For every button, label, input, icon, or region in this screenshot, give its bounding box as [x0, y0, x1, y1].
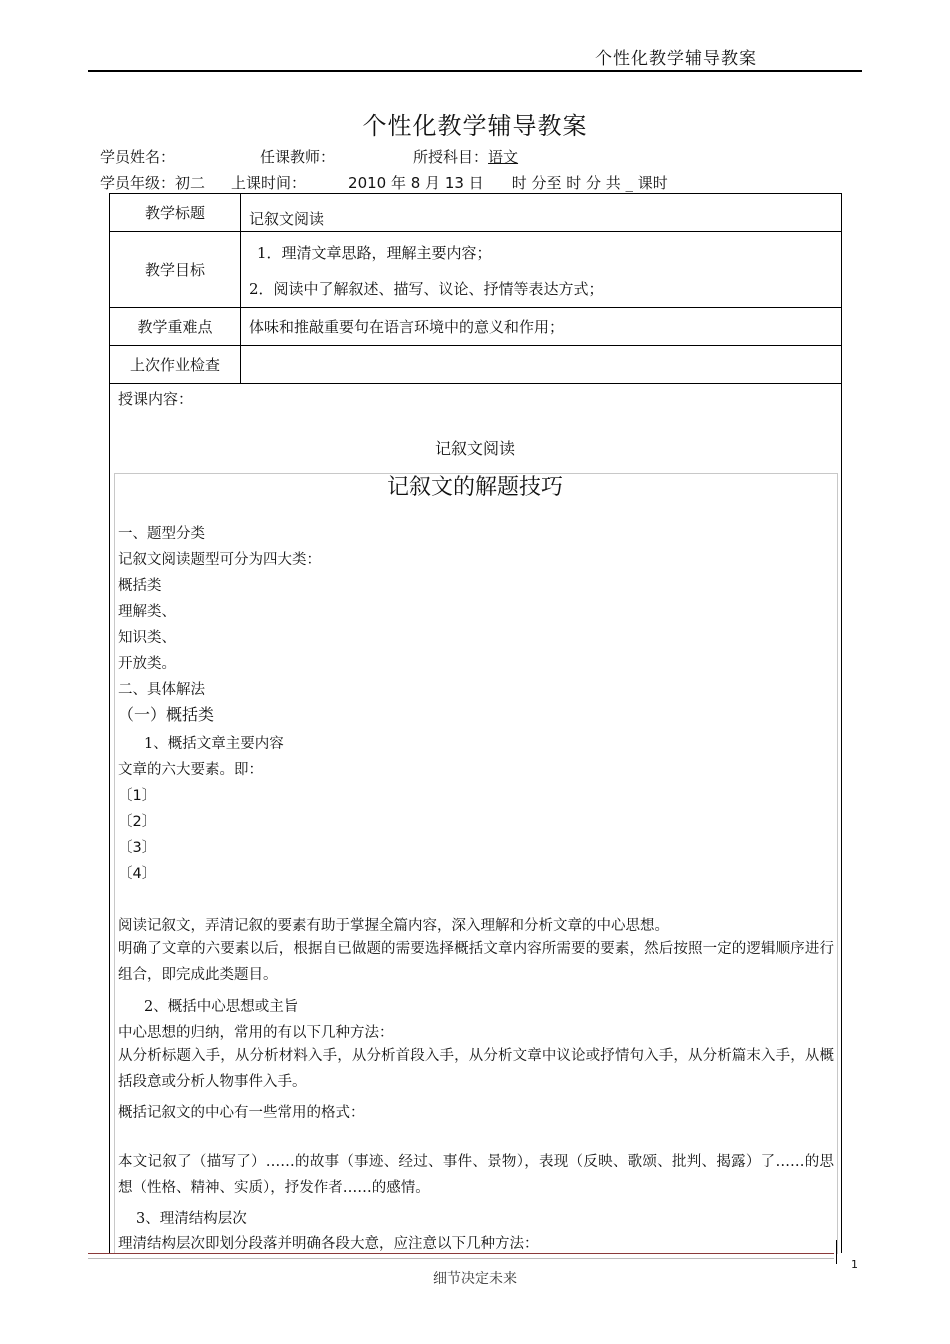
table-row [110, 308, 842, 346]
goal-line: 2．阅读中了解叙述、描写、议论、抒情等表达方式； [249, 279, 604, 298]
table-row [110, 346, 842, 384]
paragraph: 明确了文章的六要素以后，根据自已做题的需要选择概括文章内容所需要的要素，然后按照一定的逻辑顺序进行组合，即完成此类题目。 [118, 941, 834, 983]
row-label: 教学标题 [110, 194, 241, 232]
table-row [110, 194, 842, 232]
footer-rule [88, 1253, 834, 1254]
date-text: 2010 年 8 月 13 日 [348, 174, 484, 192]
student-name-label: 学员姓名： [100, 148, 176, 166]
table-row [110, 232, 842, 308]
list-item: 〔1〕 [118, 788, 157, 804]
info-row-2 [100, 172, 668, 193]
item-heading: 3、理清结构层次 [136, 1211, 247, 1227]
text-line: 记叙文阅读题型可分为四大类： [118, 552, 321, 568]
time-fields: 时 分至 时 分 共 _ 课时 [511, 174, 668, 192]
text-line: 概括类 [118, 578, 162, 594]
document-title: 个性化教学辅导教案 [362, 112, 588, 140]
page-number: 1 [851, 1258, 858, 1271]
header-title: 个性化教学辅导教案 [595, 49, 757, 69]
row-label: 教学目标 [110, 232, 241, 308]
subsection-heading: （一）概括类 [118, 705, 215, 724]
header-rule [88, 70, 862, 72]
content-subtitle: 记叙文阅读 [434, 439, 515, 458]
list-item: 〔4〕 [118, 866, 157, 882]
text-line: 概括记叙文的中心有一些常用的格式： [118, 1105, 365, 1121]
item-heading: 2、概括中心思想或主旨 [144, 999, 299, 1015]
time-label: 上课时间： [231, 174, 307, 192]
section-heading: 二、具体解法 [118, 682, 205, 698]
goal-line: 1．理清文章思路，理解主要内容； [257, 243, 492, 262]
row-value [241, 232, 842, 308]
text-line: 文章的六大要素。即： [118, 762, 263, 778]
list-item: 〔2〕 [118, 814, 157, 830]
grade-label: 学员年级：初二 [100, 174, 206, 192]
lesson-table [109, 193, 842, 384]
content-main-title: 记叙文的解题技巧 [386, 475, 563, 500]
text-line: 理解类、 [118, 604, 176, 620]
row-value: 体味和推敲重要句在语言环境中的意义和作用； [241, 308, 842, 346]
inner-content-box [114, 473, 838, 1254]
list-item: 〔3〕 [118, 840, 157, 856]
item-heading: 1、概括文章主要内容 [144, 736, 284, 752]
text-line: 中心思想的归纳，常用的有以下几种方法： [118, 1025, 394, 1041]
subject-value: 语文 [488, 148, 519, 166]
row-label: 教学重难点 [110, 308, 241, 346]
teacher-label: 任课教师： [260, 148, 336, 166]
footer-text: 细节决定未来 [433, 1271, 517, 1287]
text-line: 知识类、 [118, 630, 176, 646]
row-value [241, 346, 842, 384]
row-label: 上次作业检查 [110, 346, 241, 384]
paragraph: 从分析标题入手，从分析材料入手，从分析首段入手，从分析文章中议论或抒情句入手，从分析篇末入手，从概括段意或分析人物事件入手。 [118, 1048, 834, 1090]
footer-divider [836, 1240, 837, 1264]
paragraph: 阅读记叙文，弄清记叙的要素有助于掌握全篇内容，深入理解和分析文章的中心思想。 [118, 918, 669, 934]
text-line: 开放类。 [118, 656, 176, 672]
row-value: 记叙文阅读 [241, 194, 842, 232]
info-row-1 [100, 146, 518, 167]
subject-label: 所授科目： [413, 148, 489, 166]
paragraph: 本文记叙了（描写了）……的故事（事迹、经过、事件、景物），表现（反映、歌颂、批判、揭露）了……的思想（性格、精神、实质），抒发作者……的感情。 [118, 1154, 834, 1196]
footer-rule-secondary [88, 1258, 834, 1259]
section-heading: 一、题型分类 [118, 526, 205, 542]
text-line: 理清结构层次即划分段落并明确各段大意，应注意以下几种方法： [118, 1236, 539, 1252]
content-label: 授课内容： [118, 390, 194, 408]
